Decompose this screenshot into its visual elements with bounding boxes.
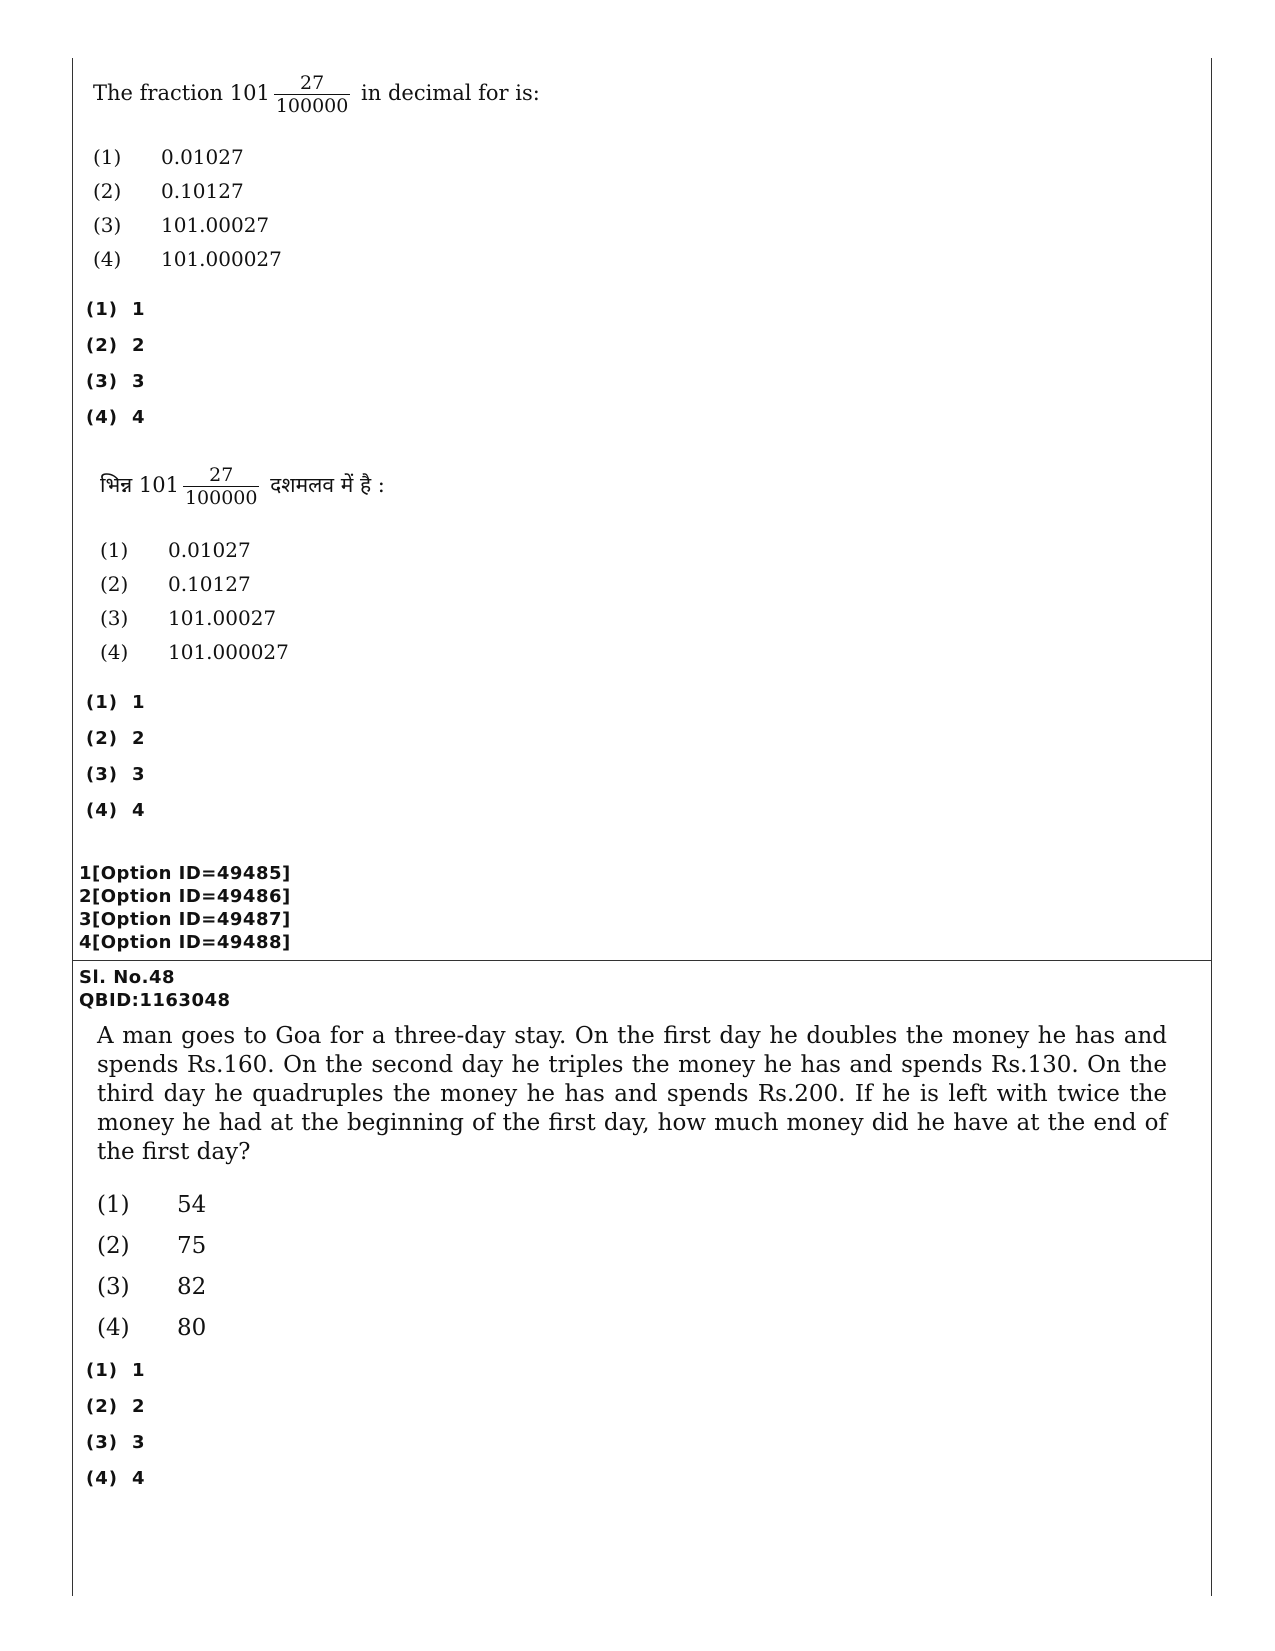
answer-row <box>86 292 146 328</box>
option-row <box>93 208 282 242</box>
option-row <box>100 533 289 567</box>
answer-row <box>86 364 146 400</box>
fraction-denominator: 100000 <box>275 95 349 117</box>
option-row <box>93 242 282 276</box>
answer-row <box>86 721 146 757</box>
fraction-numerator: 27 <box>299 72 325 94</box>
fraction <box>274 72 351 117</box>
answer-number: (1) <box>86 692 118 713</box>
answer-value: 4 <box>132 800 146 821</box>
answer-value: 1 <box>132 692 146 713</box>
question-47-english-options <box>93 140 282 276</box>
answer-value: 1 <box>132 1360 146 1381</box>
option-text: 0.01027 <box>168 538 251 562</box>
option-number: (2) <box>100 572 129 596</box>
left-border-line <box>72 58 73 1596</box>
answer-number: (2) <box>86 1396 118 1417</box>
question-47-hindi-answers <box>86 685 146 829</box>
option-text: 75 <box>177 1233 207 1259</box>
option-text: 0.01027 <box>161 145 244 169</box>
option-text: 101.000027 <box>168 640 289 664</box>
option-id: 3[Option ID=49487] <box>79 909 291 930</box>
option-text: 101.00027 <box>168 606 277 630</box>
option-text: 82 <box>177 1274 207 1300</box>
option-row <box>97 1226 206 1267</box>
option-id-list <box>79 862 291 954</box>
option-row <box>97 1267 206 1308</box>
question-48-header <box>79 966 231 1012</box>
option-text: 54 <box>177 1192 207 1218</box>
answer-value: 3 <box>132 371 146 392</box>
answer-number: (4) <box>86 800 118 821</box>
question-48-options <box>97 1185 206 1349</box>
option-number: (3) <box>93 213 122 237</box>
answer-row <box>86 400 146 436</box>
answer-value: 2 <box>132 335 146 356</box>
option-number: (3) <box>97 1274 130 1300</box>
answer-number: (2) <box>86 335 118 356</box>
question-47-hindi-options <box>100 533 289 669</box>
qbid: QBID:1163048 <box>79 990 231 1011</box>
question-suffix: in decimal for is: <box>361 81 540 105</box>
option-text: 80 <box>177 1315 207 1341</box>
right-border-line <box>1211 58 1212 1596</box>
option-number: (4) <box>93 247 122 271</box>
option-text: 101.00027 <box>161 213 270 237</box>
answer-value: 4 <box>132 407 146 428</box>
answer-number: (4) <box>86 407 118 428</box>
question-divider <box>72 960 1212 961</box>
question-48-answers <box>86 1353 146 1497</box>
serial-number: Sl. No.48 <box>79 967 176 988</box>
answer-value: 2 <box>132 728 146 749</box>
answer-row <box>86 757 146 793</box>
option-text: 0.10127 <box>168 572 251 596</box>
option-id: 1[Option ID=49485] <box>79 863 291 884</box>
option-number: (1) <box>97 1192 130 1218</box>
option-row <box>97 1308 206 1349</box>
answer-value: 3 <box>132 764 146 785</box>
answer-row <box>86 793 146 829</box>
answer-row <box>86 328 146 364</box>
fraction-denominator: 100000 <box>184 487 258 509</box>
answer-value: 4 <box>132 1468 146 1489</box>
option-number: (1) <box>100 538 129 562</box>
answer-number: (4) <box>86 1468 118 1489</box>
question-47-english-answers <box>86 292 146 436</box>
question-prefix: The fraction 101 <box>93 81 270 105</box>
answer-number: (1) <box>86 299 118 320</box>
option-number: (4) <box>100 640 129 664</box>
answer-row <box>86 1425 146 1461</box>
answer-row <box>86 1389 146 1425</box>
answer-number: (1) <box>86 1360 118 1381</box>
answer-number: (2) <box>86 728 118 749</box>
question-47-english <box>93 72 540 117</box>
option-number: (2) <box>97 1233 130 1259</box>
option-id: 4[Option ID=49488] <box>79 932 291 953</box>
fraction <box>183 464 260 509</box>
answer-number: (3) <box>86 764 118 785</box>
answer-row <box>86 1353 146 1389</box>
answer-value: 1 <box>132 299 146 320</box>
option-number: (4) <box>97 1315 130 1341</box>
answer-value: 3 <box>132 1432 146 1453</box>
fraction-numerator: 27 <box>209 464 234 486</box>
question-suffix: दशमलव में है : <box>270 473 385 497</box>
option-number: (2) <box>93 179 122 203</box>
answer-value: 2 <box>132 1396 146 1417</box>
option-row <box>97 1185 206 1226</box>
option-text: 101.000027 <box>161 247 282 271</box>
option-row <box>100 601 289 635</box>
option-number: (3) <box>100 606 129 630</box>
option-row <box>93 140 282 174</box>
option-row <box>100 567 289 601</box>
question-47-hindi <box>100 464 385 509</box>
question-48-text: A man goes to Goa for a three-day stay. On the first day he doubles the money he has and spends Rs.160. On the second day he triples the money he has and spends Rs.130. On the third day he quadruples the money he has and spends Rs.200. If he is left with twice the money he had at the beginning of the first day, how much money did he have at the end of the first day? <box>97 1023 1167 1165</box>
answer-row <box>86 1461 146 1497</box>
option-row <box>100 635 289 669</box>
option-text: 0.10127 <box>161 179 244 203</box>
option-number: (1) <box>93 145 122 169</box>
option-id: 2[Option ID=49486] <box>79 886 291 907</box>
option-row <box>93 174 282 208</box>
answer-number: (3) <box>86 371 118 392</box>
question-prefix: भिन्न 101 <box>100 473 179 497</box>
answer-number: (3) <box>86 1432 118 1453</box>
answer-row <box>86 685 146 721</box>
